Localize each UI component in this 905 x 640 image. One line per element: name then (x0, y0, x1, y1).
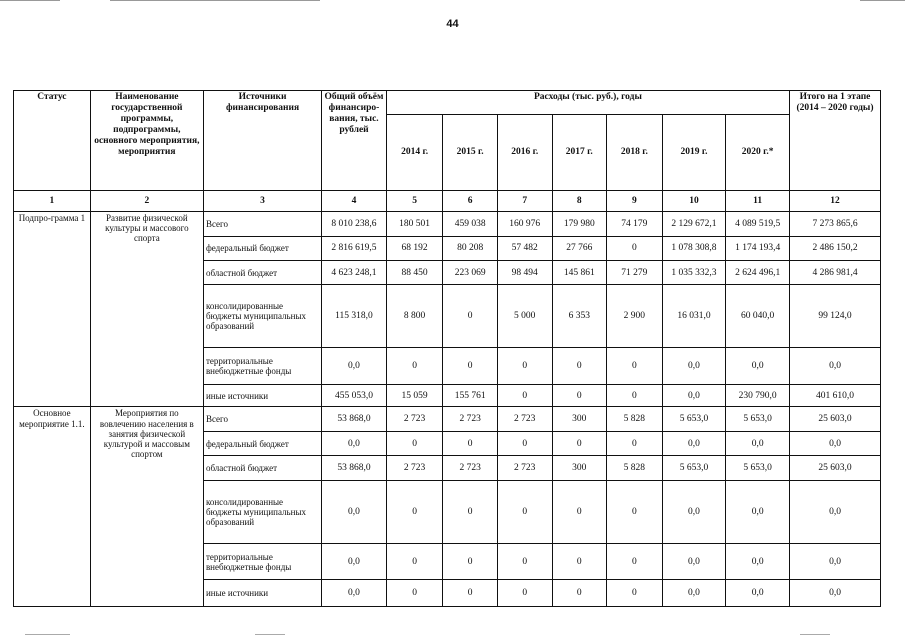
stage-total-cell: 0,0 (790, 580, 881, 607)
header-year: 2018 г. (607, 115, 663, 190)
column-number: 3 (203, 190, 321, 211)
header-year: 2019 г. (662, 115, 726, 190)
source-cell: территориальные внебюджетные фонды (203, 543, 321, 580)
total-cell: 0,0 (322, 431, 387, 455)
year-value-cell: 300 (552, 456, 607, 480)
year-value-cell: 74 179 (607, 212, 663, 236)
stage-total-cell: 4 286 981,4 (790, 260, 881, 284)
page-number: 44 (446, 18, 459, 30)
year-value-cell: 0,0 (662, 431, 726, 455)
year-value-cell: 0 (386, 480, 443, 543)
year-value-cell: 2 723 (386, 456, 443, 480)
year-value-cell: 1 035 332,3 (662, 260, 726, 284)
year-value-cell: 2 624 496,1 (726, 260, 790, 284)
stage-total-cell: 0,0 (790, 543, 881, 580)
total-cell: 0,0 (322, 580, 387, 607)
year-value-cell: 155 761 (443, 385, 498, 407)
header-sources: Источники финансирования (203, 91, 321, 191)
year-value-cell: 98 494 (497, 260, 552, 284)
year-value-cell: 179 980 (552, 212, 607, 236)
column-number: 1 (14, 190, 91, 211)
year-value-cell: 0 (607, 348, 663, 385)
scan-top-edge-right (860, 0, 905, 1)
year-value-cell: 0 (443, 480, 498, 543)
source-cell: иные источники (203, 385, 321, 407)
source-cell: Всего (203, 407, 321, 431)
stage-total-cell: 401 610,0 (790, 385, 881, 407)
year-value-cell: 1 174 193,4 (726, 236, 790, 260)
year-value-cell: 145 861 (552, 260, 607, 284)
source-cell: федеральный бюджет (203, 431, 321, 455)
year-value-cell: 0 (443, 348, 498, 385)
year-value-cell: 6 353 (552, 285, 607, 348)
year-value-cell: 5 653,0 (726, 407, 790, 431)
year-value-cell: 0 (607, 385, 663, 407)
stage-total-cell: 99 124,0 (790, 285, 881, 348)
year-value-cell: 300 (552, 407, 607, 431)
year-value-cell: 160 976 (497, 212, 552, 236)
header-row (14, 91, 881, 115)
year-value-cell: 0,0 (662, 348, 726, 385)
scan-bottom-edge-left (25, 634, 70, 635)
year-value-cell: 0 (552, 543, 607, 580)
header-year: 2014 г. (386, 115, 443, 190)
year-value-cell: 0 (386, 431, 443, 455)
stage-total-cell: 0,0 (790, 348, 881, 385)
year-value-cell: 0 (386, 348, 443, 385)
source-cell: консолидированные бюджеты муниципальных образований (203, 480, 321, 543)
year-value-cell: 0,0 (662, 543, 726, 580)
year-value-cell: 0 (552, 385, 607, 407)
year-value-cell: 5 653,0 (662, 407, 726, 431)
year-value-cell: 0 (607, 543, 663, 580)
column-number: 2 (90, 190, 203, 211)
program-name-cell: Мероприятия по вовлечению населения в занятия физической культурой и массовым спортом (90, 407, 203, 607)
year-value-cell: 2 723 (497, 456, 552, 480)
column-number: 4 (322, 190, 387, 211)
year-value-cell: 0 (386, 580, 443, 607)
status-cell: Основное мероприятие 1.1. (14, 407, 91, 607)
year-value-cell: 0 (497, 580, 552, 607)
year-value-cell: 8 800 (386, 285, 443, 348)
year-value-cell: 5 828 (607, 456, 663, 480)
source-cell: федеральный бюджет (203, 236, 321, 260)
column-number: 10 (662, 190, 726, 211)
scan-top-edge-left (0, 0, 60, 1)
budget-table (13, 90, 881, 607)
year-value-cell: 223 069 (443, 260, 498, 284)
header-year: 2015 г. (443, 115, 498, 190)
year-value-cell: 0 (443, 431, 498, 455)
column-number: 12 (790, 190, 881, 211)
year-value-cell: 0 (497, 480, 552, 543)
total-cell: 8 010 238,6 (322, 212, 387, 236)
year-value-cell: 1 078 308,8 (662, 236, 726, 260)
year-value-cell: 0 (552, 348, 607, 385)
year-value-cell: 5 653,0 (662, 456, 726, 480)
column-number: 7 (497, 190, 552, 211)
stage-total-cell: 0,0 (790, 431, 881, 455)
header-status: Статус (14, 91, 91, 191)
total-cell: 455 053,0 (322, 385, 387, 407)
year-value-cell: 71 279 (607, 260, 663, 284)
source-cell: областной бюджет (203, 456, 321, 480)
source-cell: областной бюджет (203, 260, 321, 284)
year-value-cell: 15 059 (386, 385, 443, 407)
stage-total-cell: 7 273 865,6 (790, 212, 881, 236)
stage-total-cell: 0,0 (790, 480, 881, 543)
year-value-cell: 27 766 (552, 236, 607, 260)
year-value-cell: 0 (443, 285, 498, 348)
year-value-cell: 180 501 (386, 212, 443, 236)
header-expenses: Расходы (тыс. руб.), годы (386, 91, 789, 115)
total-cell: 0,0 (322, 480, 387, 543)
year-value-cell: 0,0 (662, 385, 726, 407)
total-cell: 2 816 619,5 (322, 236, 387, 260)
year-value-cell: 0 (607, 480, 663, 543)
status-cell: Подпро-грамма 1 (14, 212, 91, 407)
column-number-row (14, 190, 881, 211)
year-value-cell: 16 031,0 (662, 285, 726, 348)
year-value-cell: 0 (607, 236, 663, 260)
year-value-cell: 0 (443, 543, 498, 580)
year-value-cell: 0 (607, 431, 663, 455)
stage-total-cell: 25 603,0 (790, 407, 881, 431)
column-number: 8 (552, 190, 607, 211)
year-value-cell: 0,0 (726, 348, 790, 385)
year-value-cell: 0 (497, 348, 552, 385)
stage-total-cell: 25 603,0 (790, 456, 881, 480)
total-cell: 4 623 248,1 (322, 260, 387, 284)
header-year: 2017 г. (552, 115, 607, 190)
year-value-cell: 5 828 (607, 407, 663, 431)
year-value-cell: 0,0 (662, 580, 726, 607)
year-value-cell: 0,0 (726, 543, 790, 580)
year-value-cell: 88 450 (386, 260, 443, 284)
year-value-cell: 2 723 (497, 407, 552, 431)
source-cell: иные источники (203, 580, 321, 607)
year-value-cell: 0 (443, 580, 498, 607)
year-value-cell: 459 038 (443, 212, 498, 236)
year-value-cell: 57 482 (497, 236, 552, 260)
header-total: Общий объём финансиро-вания, тыс. рублей (322, 91, 387, 191)
scan-top-edge-mid (110, 0, 320, 1)
source-cell: консолидированные бюджеты муниципальных образований (203, 285, 321, 348)
year-value-cell: 2 723 (386, 407, 443, 431)
year-value-cell: 0 (497, 543, 552, 580)
year-value-cell: 0,0 (726, 431, 790, 455)
column-number: 9 (607, 190, 663, 211)
year-value-cell: 0,0 (662, 480, 726, 543)
year-value-cell: 2 900 (607, 285, 663, 348)
year-value-cell: 0 (552, 480, 607, 543)
year-value-cell: 0 (497, 385, 552, 407)
year-value-cell: 68 192 (386, 236, 443, 260)
total-cell: 0,0 (322, 348, 387, 385)
year-value-cell: 0 (497, 431, 552, 455)
stage-total-cell: 2 486 150,2 (790, 236, 881, 260)
year-value-cell: 0 (552, 580, 607, 607)
header-stage-total: Итого на 1 этапе (2014 – 2020 годы) (790, 91, 881, 191)
total-cell: 53 868,0 (322, 407, 387, 431)
column-number: 6 (443, 190, 498, 211)
year-value-cell: 80 208 (443, 236, 498, 260)
year-value-cell: 2 723 (443, 407, 498, 431)
total-cell: 53 868,0 (322, 456, 387, 480)
year-value-cell: 0 (607, 580, 663, 607)
header-year: 2020 г.* (726, 115, 790, 190)
header-year: 2016 г. (497, 115, 552, 190)
year-value-cell: 5 000 (497, 285, 552, 348)
year-value-cell: 60 040,0 (726, 285, 790, 348)
scan-bottom-edge-mid (255, 634, 285, 635)
year-value-cell: 0 (552, 431, 607, 455)
source-cell: Всего (203, 212, 321, 236)
table-row (14, 212, 881, 236)
year-value-cell: 0 (386, 543, 443, 580)
source-cell: территориальные внебюджетные фонды (203, 348, 321, 385)
year-value-cell: 0,0 (726, 580, 790, 607)
total-cell: 0,0 (322, 543, 387, 580)
column-number: 5 (386, 190, 443, 211)
year-value-cell: 230 790,0 (726, 385, 790, 407)
program-name-cell: Развитие физической культуры и массового спорта (90, 212, 203, 407)
year-value-cell: 2 723 (443, 456, 498, 480)
year-value-cell: 0,0 (726, 480, 790, 543)
total-cell: 115 318,0 (322, 285, 387, 348)
year-value-cell: 5 653,0 (726, 456, 790, 480)
scan-bottom-edge-right (800, 634, 830, 635)
header-name: Наименование государственной программы, подпрограммы, основного мероприятия, мероприятия (90, 91, 203, 191)
year-value-cell: 4 089 519,5 (726, 212, 790, 236)
year-value-cell: 2 129 672,1 (662, 212, 726, 236)
table-row (14, 407, 881, 431)
column-number: 11 (726, 190, 790, 211)
